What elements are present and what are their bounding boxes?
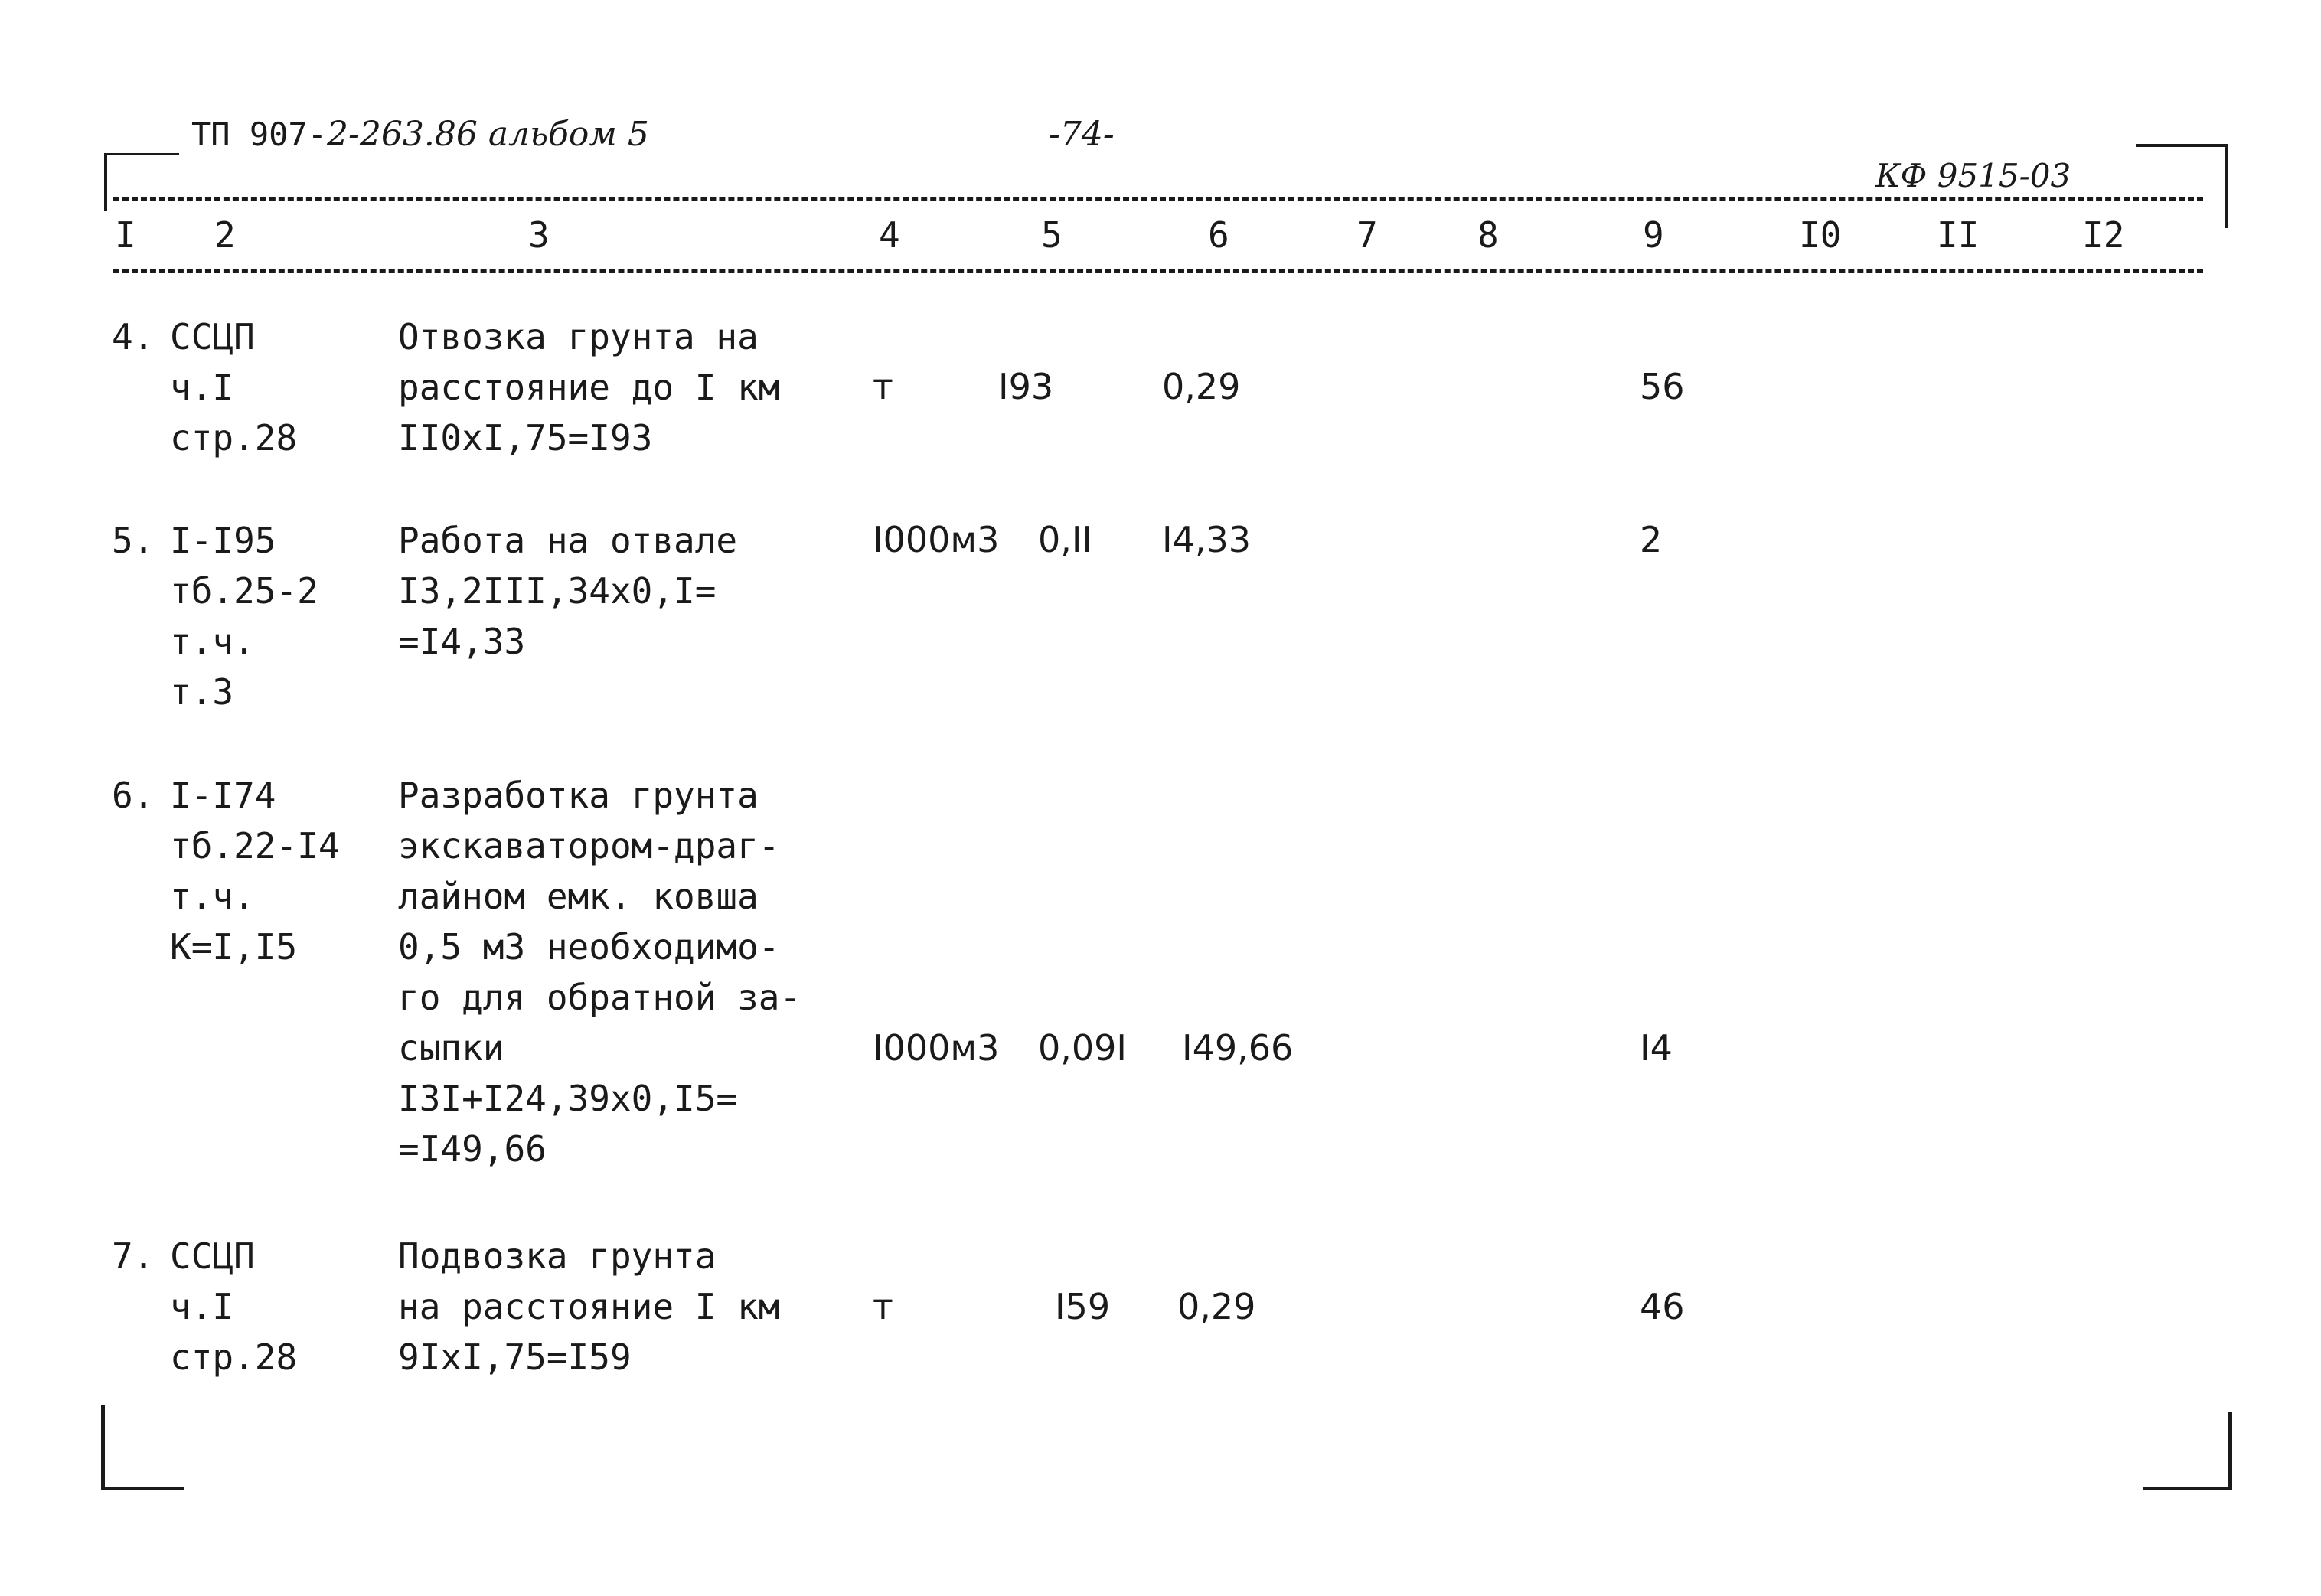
reference-line: т.ч. [170,876,255,917]
frame-bottom-right-horizontal [2143,1487,2232,1490]
unit-cell: I000м3 [873,1027,1000,1069]
page-number: -74- [1049,115,1115,154]
quantity-cell: 0,II [1038,519,1093,560]
description-line: Подвозка грунта [398,1235,717,1277]
description-line: лайном емк. ковша [398,876,759,917]
column-number: I [115,214,136,256]
doc-code [191,115,649,154]
column-header-top-rule [113,197,2203,201]
reference-line: ч.I [170,1286,234,1327]
reference-cell [170,770,340,972]
frame-top-left-horizontal [104,153,135,155]
description-line: 0,5 м3 необходимо- [398,926,780,968]
column-number: I2 [2082,214,2125,256]
reference-line: стр.28 [170,417,298,459]
frame-top-right-vertical [2225,144,2228,228]
description-line: II0xI,75=I93 [398,417,653,459]
reference-line: т.3 [170,671,234,713]
row-number: 4. [112,316,155,357]
reference-cell [170,312,297,463]
description-line: =I4,33 [398,621,526,662]
description-line: I3I+I24,39x0,I5= [398,1078,738,1119]
frame-top-left-vertical [104,153,107,211]
reference-cell [170,1231,297,1382]
total-cell: 2 [1640,519,1663,560]
column-number: 2 [214,214,236,256]
reference-line: стр.28 [170,1337,298,1378]
frame-bottom-left-horizontal [101,1487,184,1490]
description-line: го для обратной за- [398,977,801,1018]
description-line: =I49,66 [398,1128,547,1170]
frame-bottom-right-vertical [2228,1412,2232,1489]
reference-line: К=I,I5 [170,926,298,968]
reference-line: тб.25-2 [170,570,318,612]
column-number: I0 [1799,214,1842,256]
reference-line: ССЦП [170,316,255,357]
column-number: 6 [1208,214,1229,256]
archive-stamp: КФ 9515-03 [1875,157,2071,194]
unit-cell: т [873,366,893,407]
description-cell [398,312,780,463]
column-number: 4 [879,214,900,256]
description-line: Разработка грунта [398,775,759,816]
column-number: 7 [1356,214,1378,256]
description-line: Работа на отвале [398,520,738,561]
price-cell: I4,33 [1162,519,1251,560]
description-line: расстояние до I км [398,367,780,408]
description-line: на расстояние I км [398,1286,780,1327]
quantity-cell: I93 [998,366,1054,407]
column-number: 9 [1643,214,1664,256]
description-line: сыпки [398,1027,504,1069]
description-line: экскаватором-драг- [398,825,780,867]
reference-cell [170,515,318,717]
description-cell [398,515,737,667]
doc-code-typed: ТП 907- [191,116,328,153]
doc-code-handwritten: 2-263.86 альбом 5 [327,115,649,154]
row-number: 7. [112,1235,155,1277]
frame-bottom-left-vertical [101,1405,105,1489]
reference-line: I-I95 [170,520,276,561]
unit-cell: I000м3 [873,519,1000,560]
description-line: I3,2III,34x0,I= [398,570,717,612]
column-number: II [1937,214,1980,256]
reference-line: т.ч. [170,621,255,662]
reference-line: тб.22-I4 [170,825,340,867]
description-cell [398,770,801,1174]
description-line: Отвозка грунта на [398,316,759,357]
frame-top-right-horizontal [2136,144,2228,147]
reference-line: I-I74 [170,775,276,816]
price-cell: 0,29 [1162,366,1241,407]
total-cell: 46 [1640,1286,1685,1327]
total-cell: I4 [1640,1027,1673,1069]
quantity-cell: 0,09I [1038,1027,1127,1069]
reference-line: ч.I [170,367,234,408]
total-cell: 56 [1640,366,1685,407]
unit-cell: т [873,1286,893,1327]
column-number: 3 [528,214,550,256]
column-header-bottom-rule [113,269,2203,273]
quantity-cell: I59 [1055,1286,1111,1327]
description-cell [398,1231,780,1382]
column-number: 5 [1041,214,1063,256]
price-cell: I49,66 [1182,1027,1294,1069]
row-number: 5. [112,520,155,561]
description-line: 9IxI,75=I59 [398,1337,632,1378]
row-number: 6. [112,775,155,816]
header-underline [129,153,179,155]
reference-line: ССЦП [170,1235,255,1277]
column-number: 8 [1477,214,1499,256]
price-cell: 0,29 [1177,1286,1256,1327]
